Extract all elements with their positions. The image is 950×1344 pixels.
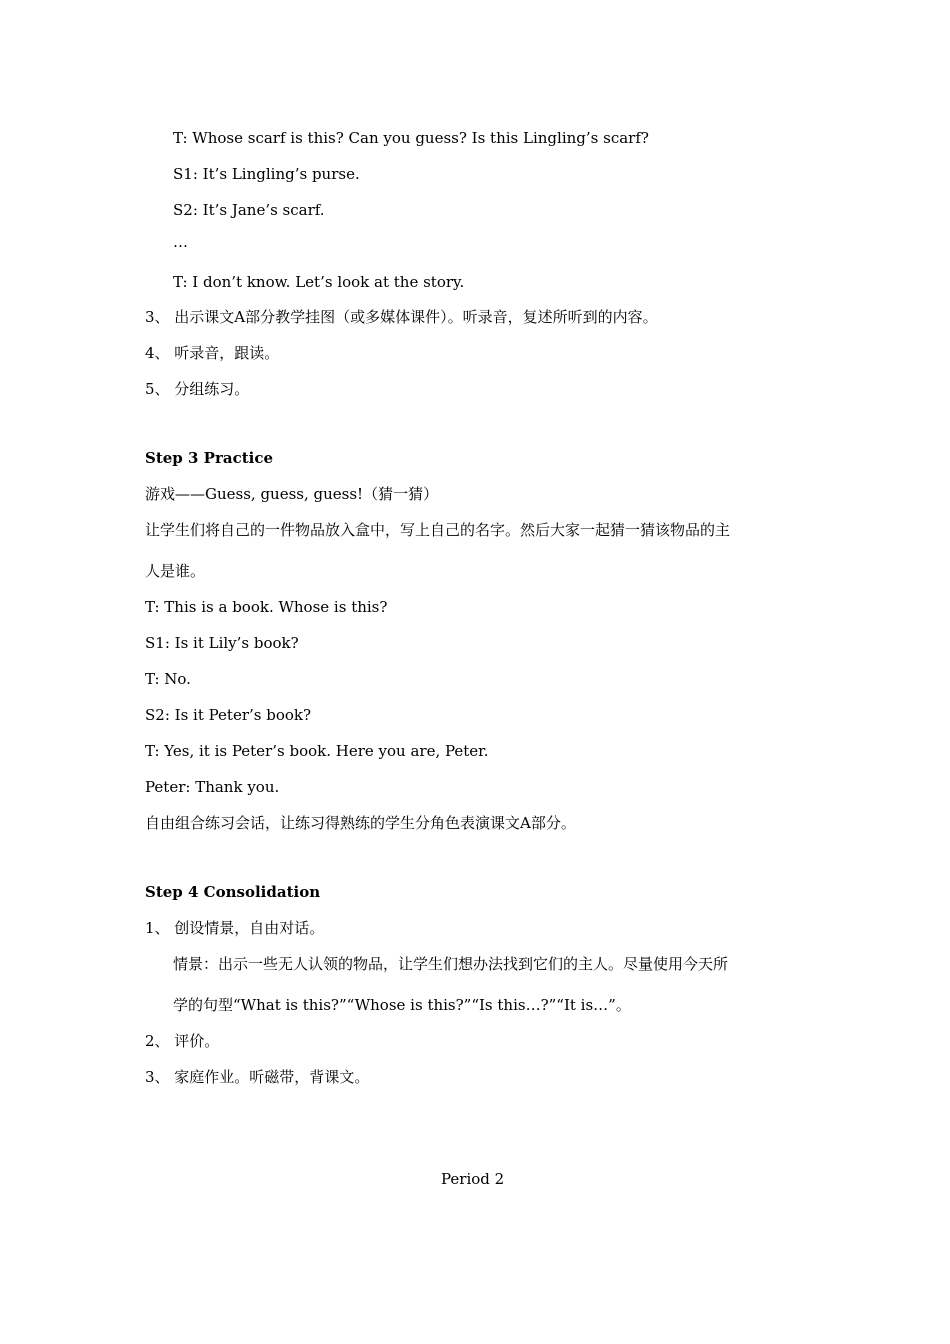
step-item: 3、 家庭作业。听磁带，背课文。 [145, 1068, 370, 1086]
ellipsis-line: … [173, 233, 188, 251]
dialogue-line: T: This is a book. Whose is this? [145, 598, 388, 616]
period-heading: Period 2 [441, 1170, 505, 1188]
step-item: 4、 听录音，跟读。 [145, 344, 280, 362]
instruction-text: 让学生们将自己的一件物品放入盒中，写上自己的名字。然后大家一起猜一猜该物品的主 [145, 521, 731, 539]
dialogue-line: S1: It’s Lingling’s purse. [173, 165, 360, 183]
scenario-text: 情景：出示一些无人认领的物品，让学生们想办法找到它们的主人。尽量使用今天所 [173, 955, 729, 973]
dialogue-line: Peter: Thank you. [145, 778, 280, 796]
dialogue-line: S2: Is it Peter’s book? [145, 706, 312, 724]
step-item: 2、 评价。 [145, 1032, 220, 1050]
instruction-text: 人是谁。 [145, 562, 206, 580]
dialogue-line: T: Whose scarf is this? Can you guess? Is this Lingling’s scarf? [173, 129, 649, 147]
dialogue-line: T: No. [145, 670, 191, 688]
dialogue-line: T: I don’t know. Let’s look at the story. [173, 273, 465, 291]
game-title: 游戏——Guess, guess, guess!（猜一猜） [145, 485, 439, 503]
step-item: 5、 分组练习。 [145, 380, 250, 398]
step-item: 3、 出示课文A部分教学挂图（或多媒体课件）。听录音，复述所听到的内容。 [145, 308, 658, 326]
scenario-text: 学的句型“What is this?”“Whose is this?”“Is this…?”“It is…”。 [173, 996, 631, 1014]
dialogue-line: S1: Is it Lily’s book? [145, 634, 299, 652]
step-item: 1、 创设情景，自由对话。 [145, 919, 325, 937]
dialogue-line: S2: It’s Jane’s scarf. [173, 201, 325, 219]
section-heading: Step 4 Consolidation [145, 883, 321, 901]
instruction-text: 自由组合练习会话，让练习得熟练的学生分角色表演课文A部分。 [145, 814, 576, 832]
section-heading: Step 3 Practice [145, 449, 274, 467]
dialogue-line: T: Yes, it is Peter’s book. Here you are, Peter. [145, 742, 489, 760]
